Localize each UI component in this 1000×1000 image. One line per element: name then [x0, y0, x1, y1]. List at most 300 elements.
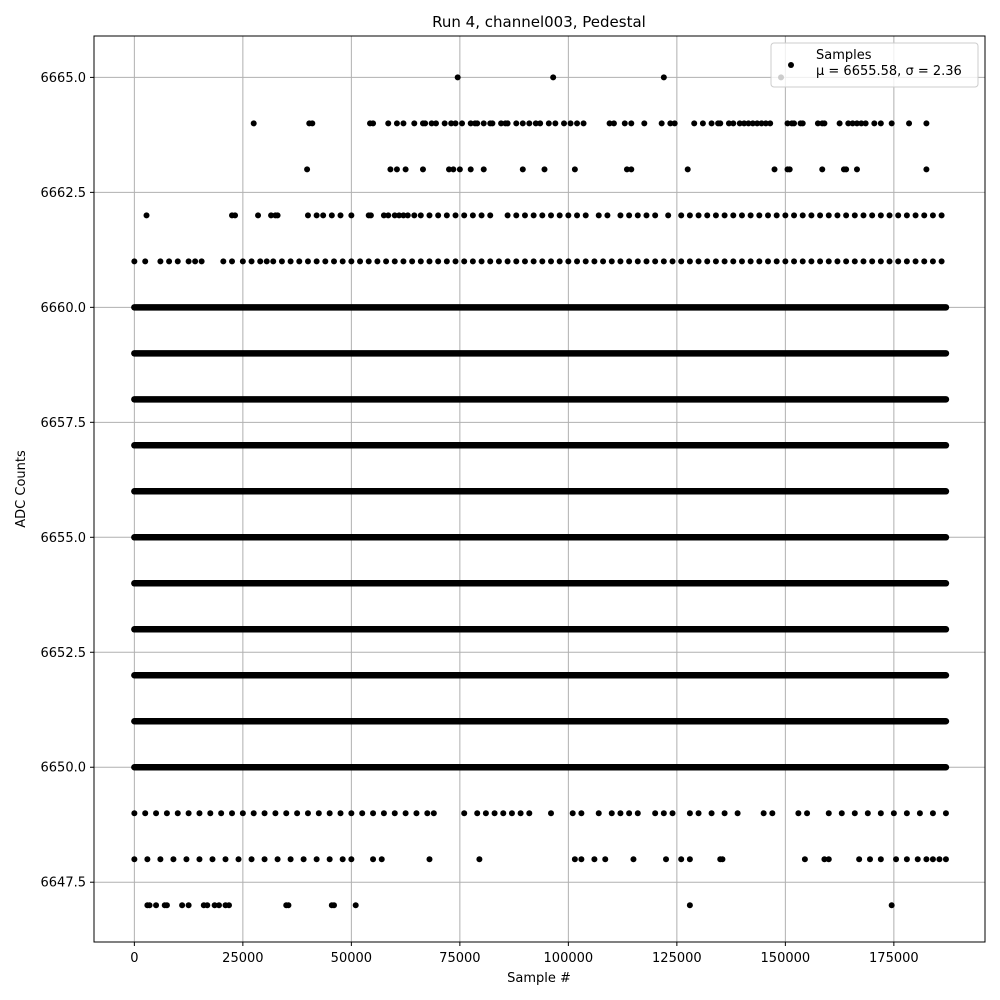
sample-point: [552, 120, 558, 126]
sample-point: [368, 212, 374, 218]
sample-point: [232, 212, 238, 218]
sample-point: [548, 258, 554, 264]
sample-point: [164, 902, 170, 908]
sample-point: [591, 856, 597, 862]
sample-point: [704, 258, 710, 264]
sample-point: [305, 258, 311, 264]
sample-point: [643, 212, 649, 218]
sample-point: [630, 856, 636, 862]
sample-point: [808, 212, 814, 218]
sample-point: [304, 166, 310, 172]
sample-point: [617, 810, 623, 816]
sample-point: [661, 258, 667, 264]
sample-point: [403, 810, 409, 816]
sample-point: [730, 258, 736, 264]
sample-point: [659, 120, 665, 126]
sample-point: [305, 810, 311, 816]
sample-point: [144, 212, 150, 218]
sample-point: [157, 856, 163, 862]
sample-point: [403, 166, 409, 172]
sample-point: [433, 120, 439, 126]
sample-point: [470, 258, 476, 264]
sample-point: [331, 258, 337, 264]
y-tick-label: 6662.5: [40, 185, 86, 201]
sample-point: [175, 810, 181, 816]
sample-point: [923, 856, 929, 862]
sample-point: [147, 902, 153, 908]
sample-point: [453, 258, 459, 264]
sample-point: [635, 810, 641, 816]
sample-point: [700, 120, 706, 126]
sample-point: [331, 902, 337, 908]
legend-entry-stats: μ = 6655.58, σ = 2.36: [816, 64, 962, 79]
sample-point: [665, 212, 671, 218]
sample-point: [383, 258, 389, 264]
y-tick-label: 6665.0: [40, 70, 86, 86]
sample-point: [843, 166, 849, 172]
sample-point: [249, 258, 255, 264]
sample-point: [800, 212, 806, 218]
sample-point: [609, 810, 615, 816]
sample-point: [852, 212, 858, 218]
sample-point: [199, 258, 205, 264]
sample-point: [520, 166, 526, 172]
sample-point: [470, 212, 476, 218]
sample-point: [557, 258, 563, 264]
sample-point: [518, 810, 524, 816]
y-tick-label: 6652.5: [40, 645, 86, 661]
sample-point: [522, 212, 528, 218]
sample-point: [405, 212, 411, 218]
sample-point: [455, 74, 461, 80]
sample-point: [487, 212, 493, 218]
sample-point: [186, 902, 192, 908]
sample-point: [869, 212, 875, 218]
sample-point: [609, 258, 615, 264]
sample-point: [865, 810, 871, 816]
sample-point: [392, 258, 398, 264]
sample-point: [468, 166, 474, 172]
sample-point: [509, 810, 515, 816]
sample-point: [878, 810, 884, 816]
sample-point: [860, 212, 866, 218]
sample-point: [240, 810, 246, 816]
sample-point: [411, 120, 417, 126]
sample-point: [678, 258, 684, 264]
sample-point: [320, 212, 326, 218]
sample-point: [461, 212, 467, 218]
sample-point: [719, 856, 725, 862]
sample-point: [513, 258, 519, 264]
sample-point: [670, 258, 676, 264]
sample-point: [904, 810, 910, 816]
sample-point: [481, 166, 487, 172]
sample-point: [678, 856, 684, 862]
legend-entry-series: Samples: [816, 48, 872, 63]
sample-point: [453, 212, 459, 218]
x-tick-label: 75000: [439, 951, 481, 966]
sample-point: [305, 212, 311, 218]
sample-point: [539, 258, 545, 264]
sample-point: [930, 212, 936, 218]
sample-point: [413, 810, 419, 816]
sample-point: [581, 120, 587, 126]
sample-point: [565, 212, 571, 218]
sample-point: [366, 258, 372, 264]
sample-point: [348, 810, 354, 816]
sample-point: [450, 166, 456, 172]
sample-point: [834, 258, 840, 264]
sample-point: [578, 810, 584, 816]
sample-point: [819, 166, 825, 172]
sample-point: [713, 258, 719, 264]
y-tick-label: 6655.0: [40, 530, 86, 546]
sample-point: [717, 120, 723, 126]
sample-point: [787, 166, 793, 172]
sample-point: [869, 258, 875, 264]
sample-point: [687, 902, 693, 908]
sample-point: [131, 258, 137, 264]
sample-point: [285, 902, 291, 908]
sample-point: [895, 212, 901, 218]
sample-point: [164, 810, 170, 816]
sample-point: [400, 258, 406, 264]
sample-point: [327, 856, 333, 862]
sample-point: [144, 856, 150, 862]
sample-point: [804, 810, 810, 816]
sample-point: [767, 120, 773, 126]
sample-point: [353, 902, 359, 908]
sample-point: [761, 810, 767, 816]
sample-point: [142, 810, 148, 816]
sample-point: [600, 258, 606, 264]
sample-point: [739, 258, 745, 264]
y-axis-label: ADC Counts: [14, 450, 29, 528]
sample-point: [687, 856, 693, 862]
sample-point: [418, 212, 424, 218]
sample-point: [856, 856, 862, 862]
sample-point: [685, 166, 691, 172]
sample-point: [889, 902, 895, 908]
sample-point: [314, 258, 320, 264]
sample-point: [821, 120, 827, 126]
sample-point: [385, 120, 391, 126]
sample-point: [381, 810, 387, 816]
y-tick-label: 6660.0: [40, 300, 86, 316]
sample-point: [574, 120, 580, 126]
sample-point: [617, 258, 623, 264]
sample-point: [672, 120, 678, 126]
sample-point: [229, 258, 235, 264]
sample-point: [270, 258, 276, 264]
sample-point: [943, 810, 949, 816]
sample-point: [687, 810, 693, 816]
sample-point: [531, 212, 537, 218]
x-tick-label: 0: [130, 951, 139, 966]
sample-point: [722, 258, 728, 264]
x-tick-label: 125000: [652, 951, 702, 966]
sample-point: [863, 120, 869, 126]
sample-point: [348, 258, 354, 264]
sample-point: [887, 212, 893, 218]
sample-point: [229, 810, 235, 816]
sample-point: [622, 120, 628, 126]
sample-point: [322, 258, 328, 264]
sample-point: [301, 856, 307, 862]
sample-point: [526, 810, 532, 816]
sample-point: [572, 856, 578, 862]
sample-point: [392, 810, 398, 816]
sample-point: [435, 212, 441, 218]
sample-point: [735, 810, 741, 816]
sample-point: [906, 120, 912, 126]
sample-point: [374, 258, 380, 264]
sample-point: [635, 212, 641, 218]
sample-point: [722, 212, 728, 218]
sample-point: [643, 258, 649, 264]
sample-point: [800, 120, 806, 126]
sample-point: [730, 212, 736, 218]
sample-point: [183, 856, 189, 862]
sample-point: [379, 856, 385, 862]
sample-point: [457, 166, 463, 172]
x-tick-label: 25000: [222, 951, 264, 966]
sample-point: [537, 120, 543, 126]
sample-point: [505, 120, 511, 126]
sample-point: [294, 810, 300, 816]
sample-point: [453, 120, 459, 126]
sample-point: [891, 810, 897, 816]
sample-point: [442, 120, 448, 126]
sample-point: [435, 258, 441, 264]
sample-point: [826, 856, 832, 862]
sample-point: [583, 258, 589, 264]
sample-point: [765, 258, 771, 264]
sample-point: [426, 258, 432, 264]
sample-point: [338, 810, 344, 816]
sample-point: [314, 212, 320, 218]
sample-point: [359, 810, 365, 816]
sample-point: [192, 258, 198, 264]
sample-point: [179, 902, 185, 908]
sample-point: [765, 212, 771, 218]
sample-point: [626, 212, 632, 218]
sample-point: [314, 856, 320, 862]
sample-point: [500, 810, 506, 816]
sample-point: [748, 212, 754, 218]
sample-point: [782, 258, 788, 264]
sample-point: [878, 212, 884, 218]
sample-point: [131, 810, 137, 816]
sample-point: [251, 120, 257, 126]
sample-point: [635, 258, 641, 264]
sample-point: [709, 120, 715, 126]
sample-point: [774, 212, 780, 218]
sample-point: [394, 120, 400, 126]
sample-point: [628, 166, 634, 172]
sample-point: [583, 212, 589, 218]
sample-point: [279, 258, 285, 264]
sample-point: [895, 258, 901, 264]
sample-point: [522, 258, 528, 264]
sample-point: [548, 810, 554, 816]
sample-point: [170, 856, 176, 862]
sample-point: [370, 120, 376, 126]
sample-point: [923, 166, 929, 172]
sample-point: [591, 258, 597, 264]
sample-point: [852, 258, 858, 264]
sample-point: [652, 810, 658, 816]
sample-point: [893, 856, 899, 862]
sample-point: [756, 212, 762, 218]
sample-point: [226, 902, 232, 908]
sample-point: [387, 166, 393, 172]
sample-point: [696, 258, 702, 264]
sample-point: [296, 258, 302, 264]
sample-point: [878, 856, 884, 862]
sample-point: [860, 258, 866, 264]
sample-point: [531, 258, 537, 264]
sample-point: [663, 856, 669, 862]
sample-point: [288, 856, 294, 862]
sample-point: [826, 810, 832, 816]
sample-point: [817, 212, 823, 218]
sample-point: [800, 258, 806, 264]
sample-point: [541, 166, 547, 172]
sample-point: [526, 120, 532, 126]
sample-point: [220, 258, 226, 264]
sample-point: [572, 166, 578, 172]
sample-point: [166, 258, 172, 264]
sample-point: [257, 258, 263, 264]
sample-point: [196, 856, 202, 862]
sample-point: [596, 810, 602, 816]
sample-point: [142, 258, 148, 264]
sample-point: [283, 810, 289, 816]
sample-point: [218, 810, 224, 816]
sample-point: [251, 810, 257, 816]
sample-point: [817, 258, 823, 264]
sample-point: [327, 810, 333, 816]
sample-point: [791, 212, 797, 218]
sample-point: [930, 810, 936, 816]
sample-point: [604, 212, 610, 218]
sample-point: [348, 212, 354, 218]
y-tick-label: 6647.5: [40, 875, 86, 891]
sample-point: [272, 810, 278, 816]
sample-point: [641, 120, 647, 126]
sample-point: [370, 810, 376, 816]
sample-point: [422, 120, 428, 126]
sample-point: [340, 856, 346, 862]
sample-point: [808, 258, 814, 264]
sample-point: [843, 212, 849, 218]
sample-point: [854, 166, 860, 172]
sample-point: [709, 810, 715, 816]
sample-point: [678, 212, 684, 218]
sample-point: [513, 212, 519, 218]
sample-point: [691, 120, 697, 126]
sample-point: [565, 258, 571, 264]
sample-point: [915, 856, 921, 862]
sample-point: [611, 120, 617, 126]
sample-point: [913, 258, 919, 264]
sample-point: [204, 902, 210, 908]
sample-point: [782, 212, 788, 218]
sample-point: [131, 856, 137, 862]
sample-point: [617, 212, 623, 218]
sample-point: [262, 856, 268, 862]
sample-point: [505, 212, 511, 218]
sample-point: [696, 212, 702, 218]
sample-point: [704, 212, 710, 218]
chart-title: Run 4, channel003, Pedestal: [432, 13, 646, 31]
sample-point: [887, 258, 893, 264]
sample-point: [867, 856, 873, 862]
sample-point: [262, 810, 268, 816]
sample-point: [852, 810, 858, 816]
sample-point: [329, 212, 335, 218]
sample-point: [913, 212, 919, 218]
x-tick-label: 175000: [869, 951, 919, 966]
sample-point: [487, 258, 493, 264]
sample-point: [496, 258, 502, 264]
sample-point: [921, 258, 927, 264]
sample-point: [431, 810, 437, 816]
sample-point: [288, 258, 294, 264]
sample-point: [186, 810, 192, 816]
sample-point: [826, 212, 832, 218]
y-tick-label: 6657.5: [40, 415, 86, 431]
sample-point: [153, 902, 159, 908]
sample-point: [175, 258, 181, 264]
sample-point: [394, 166, 400, 172]
sample-point: [207, 810, 213, 816]
sample-point: [479, 258, 485, 264]
sample-point: [661, 810, 667, 816]
x-axis-label: Sample #: [507, 971, 571, 986]
sample-point: [802, 856, 808, 862]
sample-point: [791, 120, 797, 126]
sample-point: [939, 258, 945, 264]
sample-point: [240, 258, 246, 264]
sample-point: [652, 212, 658, 218]
sample-point: [834, 212, 840, 218]
sample-point: [216, 902, 222, 908]
sample-point: [548, 212, 554, 218]
sample-point: [602, 856, 608, 862]
sample-point: [309, 120, 315, 126]
sample-point: [476, 856, 482, 862]
sample-point: [186, 258, 192, 264]
sample-point: [661, 74, 667, 80]
sample-point: [505, 258, 511, 264]
sample-point: [249, 856, 255, 862]
sample-point: [837, 120, 843, 126]
sample-point: [461, 810, 467, 816]
sample-point: [921, 212, 927, 218]
sample-point: [570, 810, 576, 816]
sample-point: [400, 120, 406, 126]
sample-point: [578, 856, 584, 862]
sample-point: [461, 258, 467, 264]
sample-point: [255, 212, 261, 218]
sample-point: [568, 120, 574, 126]
sample-point: [930, 258, 936, 264]
sample-point: [889, 120, 895, 126]
sample-point: [904, 258, 910, 264]
sample-point: [687, 212, 693, 218]
